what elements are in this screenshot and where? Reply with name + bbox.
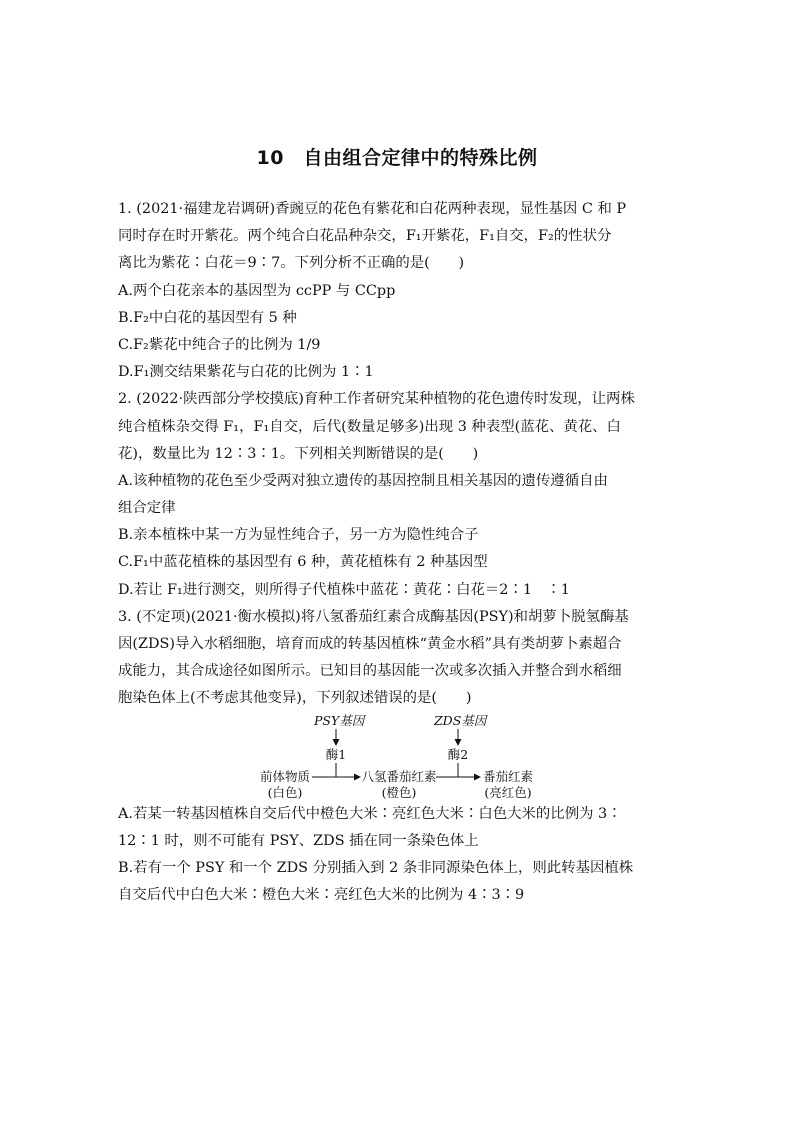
text-line: 花)，数量比为 12∶3∶1。下列相关判断错误的是( ) — [118, 445, 479, 462]
gene2-label: ZDS基因 — [434, 712, 487, 728]
precursor-color: (白色) — [267, 784, 303, 800]
text-line: 离比为紫花∶白花＝9∶7。下列分析不正确的是( ) — [118, 255, 465, 272]
enzyme2-label: 酶2 — [447, 746, 469, 762]
option-line: 12∶1 时，则不可能有 PSY、ZDS 插在同一条染色体上 — [118, 832, 479, 849]
lycopene-label: 番茄红素 — [482, 768, 533, 784]
text-line: 1. (2021·福建龙岩调研)香豌豆的花色有紫花和白花两种表现，显性基因 C 和 P — [118, 201, 627, 217]
option-line: A.若某一转基因植株自交后代中橙色大米∶亮红色大米∶白色大米的比例为 3∶ — [118, 805, 622, 822]
text-line: 成能力，其合成途径如图所示。已知目的基因能一次或多次插入并整合到水稻细 — [118, 663, 622, 680]
option-line: A.两个白花亲本的基因型为 ccPP 与 CCpp — [118, 282, 396, 299]
phytoene-label: 八氢番茄红素 — [361, 768, 437, 784]
phytoene-color: (橙色) — [381, 784, 417, 800]
question-content — [118, 196, 678, 909]
text-line: 2. (2022·陕西部分学校摸底)育种工作者研究某种植物的花色遗传时发现，让两株 — [118, 391, 635, 408]
option-line: B.亲本植株中某一方为显性纯合子，另一方为隐性纯合子 — [118, 527, 479, 544]
text-line: 同时存在时开紫花。两个纯合白花品种杂交，F₁开紫花，F₁自交，F₂的性状分 — [118, 228, 612, 245]
lycopene-color: (亮红色) — [484, 784, 532, 800]
option-line: C.F₂紫花中纯合子的比例为 1/9 — [118, 336, 321, 353]
enzyme1-label: 酶1 — [325, 746, 347, 762]
page-title: 10 自由组合定律中的特殊比例 — [256, 147, 538, 169]
precursor-label: 前体物质 — [259, 768, 310, 784]
text-line: 纯合植株杂交得 F₁，F₁自交，后代(数量足够多)出现 3 种表型(蓝花、黄花、白 — [118, 418, 621, 435]
option-line: D.若让 F₁进行测交，则所得子代植株中蓝花∶黄花∶白花＝2∶1 ∶1 — [118, 581, 570, 598]
option-line: B.F₂中白花的基因型有 5 种 — [118, 309, 297, 326]
option-line: C.F₁中蓝花植株的基因型有 6 种，黄花植株有 2 种基因型 — [118, 554, 488, 571]
text-line: 因(ZDS)导入水稻细胞，培育而成的转基因植株“黄金水稻”具有类胡萝卜素超合 — [118, 636, 622, 652]
option-line: B.若有一个 PSY 和一个 ZDS 分别插入到 2 条非同源染色体上，则此转基因植株 — [118, 859, 634, 876]
option-line: 组合定律 — [118, 500, 176, 517]
text-line: 胞染色体上(不考虑其他变异)，下列叙述错误的是( ) — [118, 690, 472, 707]
option-line: 自交后代中白色大米∶橙色大米∶亮红色大米的比例为 4∶3∶9 — [118, 887, 525, 904]
text-line: 3. (不定项)(2021·衡水模拟)将八氢番茄红素合成酶基因(PSY)和胡萝卜脱氢酶基 — [118, 608, 629, 625]
option-line: A.该种植物的花色至少受两对独立遗传的基因控制且相关基因的遗传遵循自由 — [118, 472, 608, 489]
option-line: D.F₁测交结果紫花与白花的比例为 1∶1 — [118, 364, 374, 381]
synthesis-pathway-diagram — [118, 713, 678, 801]
gene1-label: PSY基因 — [314, 712, 365, 728]
